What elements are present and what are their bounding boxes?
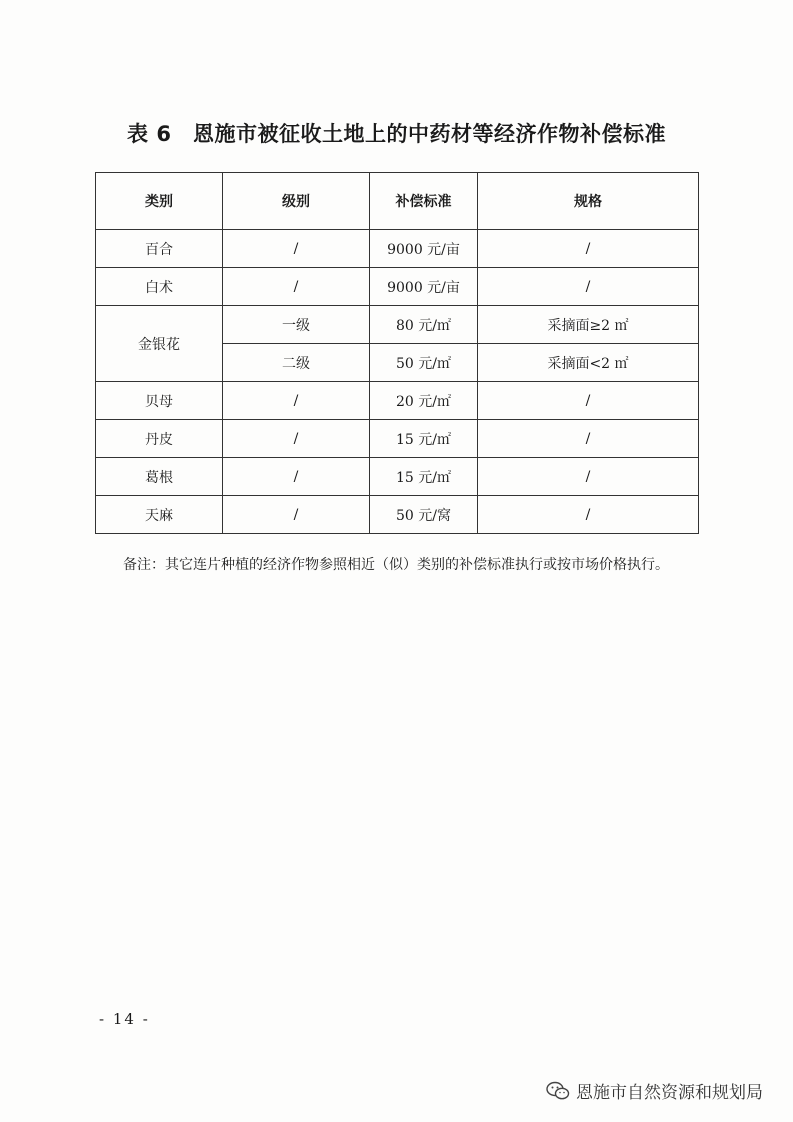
cell-standard: 15 元/㎡ bbox=[370, 458, 478, 496]
cell-standard: 15 元/㎡ bbox=[370, 420, 478, 458]
cell-grade: / bbox=[223, 230, 370, 268]
cell-grade: 二级 bbox=[223, 344, 370, 382]
table-header-row bbox=[96, 173, 699, 230]
cell-category: 贝母 bbox=[96, 382, 223, 420]
cell-category: 百合 bbox=[96, 230, 223, 268]
cell-spec: 采摘面<2 ㎡ bbox=[478, 344, 699, 382]
cell-standard: 9000 元/亩 bbox=[370, 230, 478, 268]
cell-grade: / bbox=[223, 268, 370, 306]
cell-standard: 50 元/㎡ bbox=[370, 344, 478, 382]
cell-spec: / bbox=[478, 268, 699, 306]
page-number: - 14 - bbox=[99, 1010, 150, 1028]
wechat-icon bbox=[546, 1081, 570, 1101]
watermark-text: 恩施市自然资源和规划局 bbox=[576, 1083, 763, 1103]
cell-category: 葛根 bbox=[96, 458, 223, 496]
cell-grade: / bbox=[223, 458, 370, 496]
cell-standard: 50 元/窝 bbox=[370, 496, 478, 534]
table-row bbox=[96, 382, 699, 420]
table-row bbox=[96, 268, 699, 306]
cell-spec: / bbox=[478, 458, 699, 496]
cell-grade: / bbox=[223, 496, 370, 534]
header-standard: 补偿标准 bbox=[370, 173, 478, 230]
cell-spec: / bbox=[478, 496, 699, 534]
cell-category: 金银花 bbox=[96, 306, 223, 382]
cell-standard: 9000 元/亩 bbox=[370, 268, 478, 306]
table-row bbox=[96, 306, 699, 344]
table-row bbox=[96, 230, 699, 268]
cell-category: 天麻 bbox=[96, 496, 223, 534]
cell-spec: / bbox=[478, 230, 699, 268]
header-category: 类别 bbox=[96, 173, 223, 230]
cell-category: 丹皮 bbox=[96, 420, 223, 458]
cell-category: 白术 bbox=[96, 268, 223, 306]
cell-standard: 20 元/㎡ bbox=[370, 382, 478, 420]
cell-standard: 80 元/㎡ bbox=[370, 306, 478, 344]
table-row bbox=[96, 420, 699, 458]
table-row bbox=[96, 496, 699, 534]
table-title: 表 6 恩施市被征收土地上的中药材等经济作物补偿标准 bbox=[127, 122, 666, 146]
compensation-table bbox=[95, 172, 699, 534]
cell-grade: 一级 bbox=[223, 306, 370, 344]
cell-spec: / bbox=[478, 382, 699, 420]
table-note: 备注：其它连片种植的经济作物参照相近（似）类别的补偿标准执行或按市场价格执行。 bbox=[123, 557, 669, 573]
header-spec: 规格 bbox=[478, 173, 699, 230]
table-row bbox=[96, 458, 699, 496]
source-watermark bbox=[546, 1078, 763, 1103]
cell-spec: / bbox=[478, 420, 699, 458]
cell-grade: / bbox=[223, 382, 370, 420]
cell-spec: 采摘面≥2 ㎡ bbox=[478, 306, 699, 344]
header-grade: 级别 bbox=[223, 173, 370, 230]
cell-grade: / bbox=[223, 420, 370, 458]
